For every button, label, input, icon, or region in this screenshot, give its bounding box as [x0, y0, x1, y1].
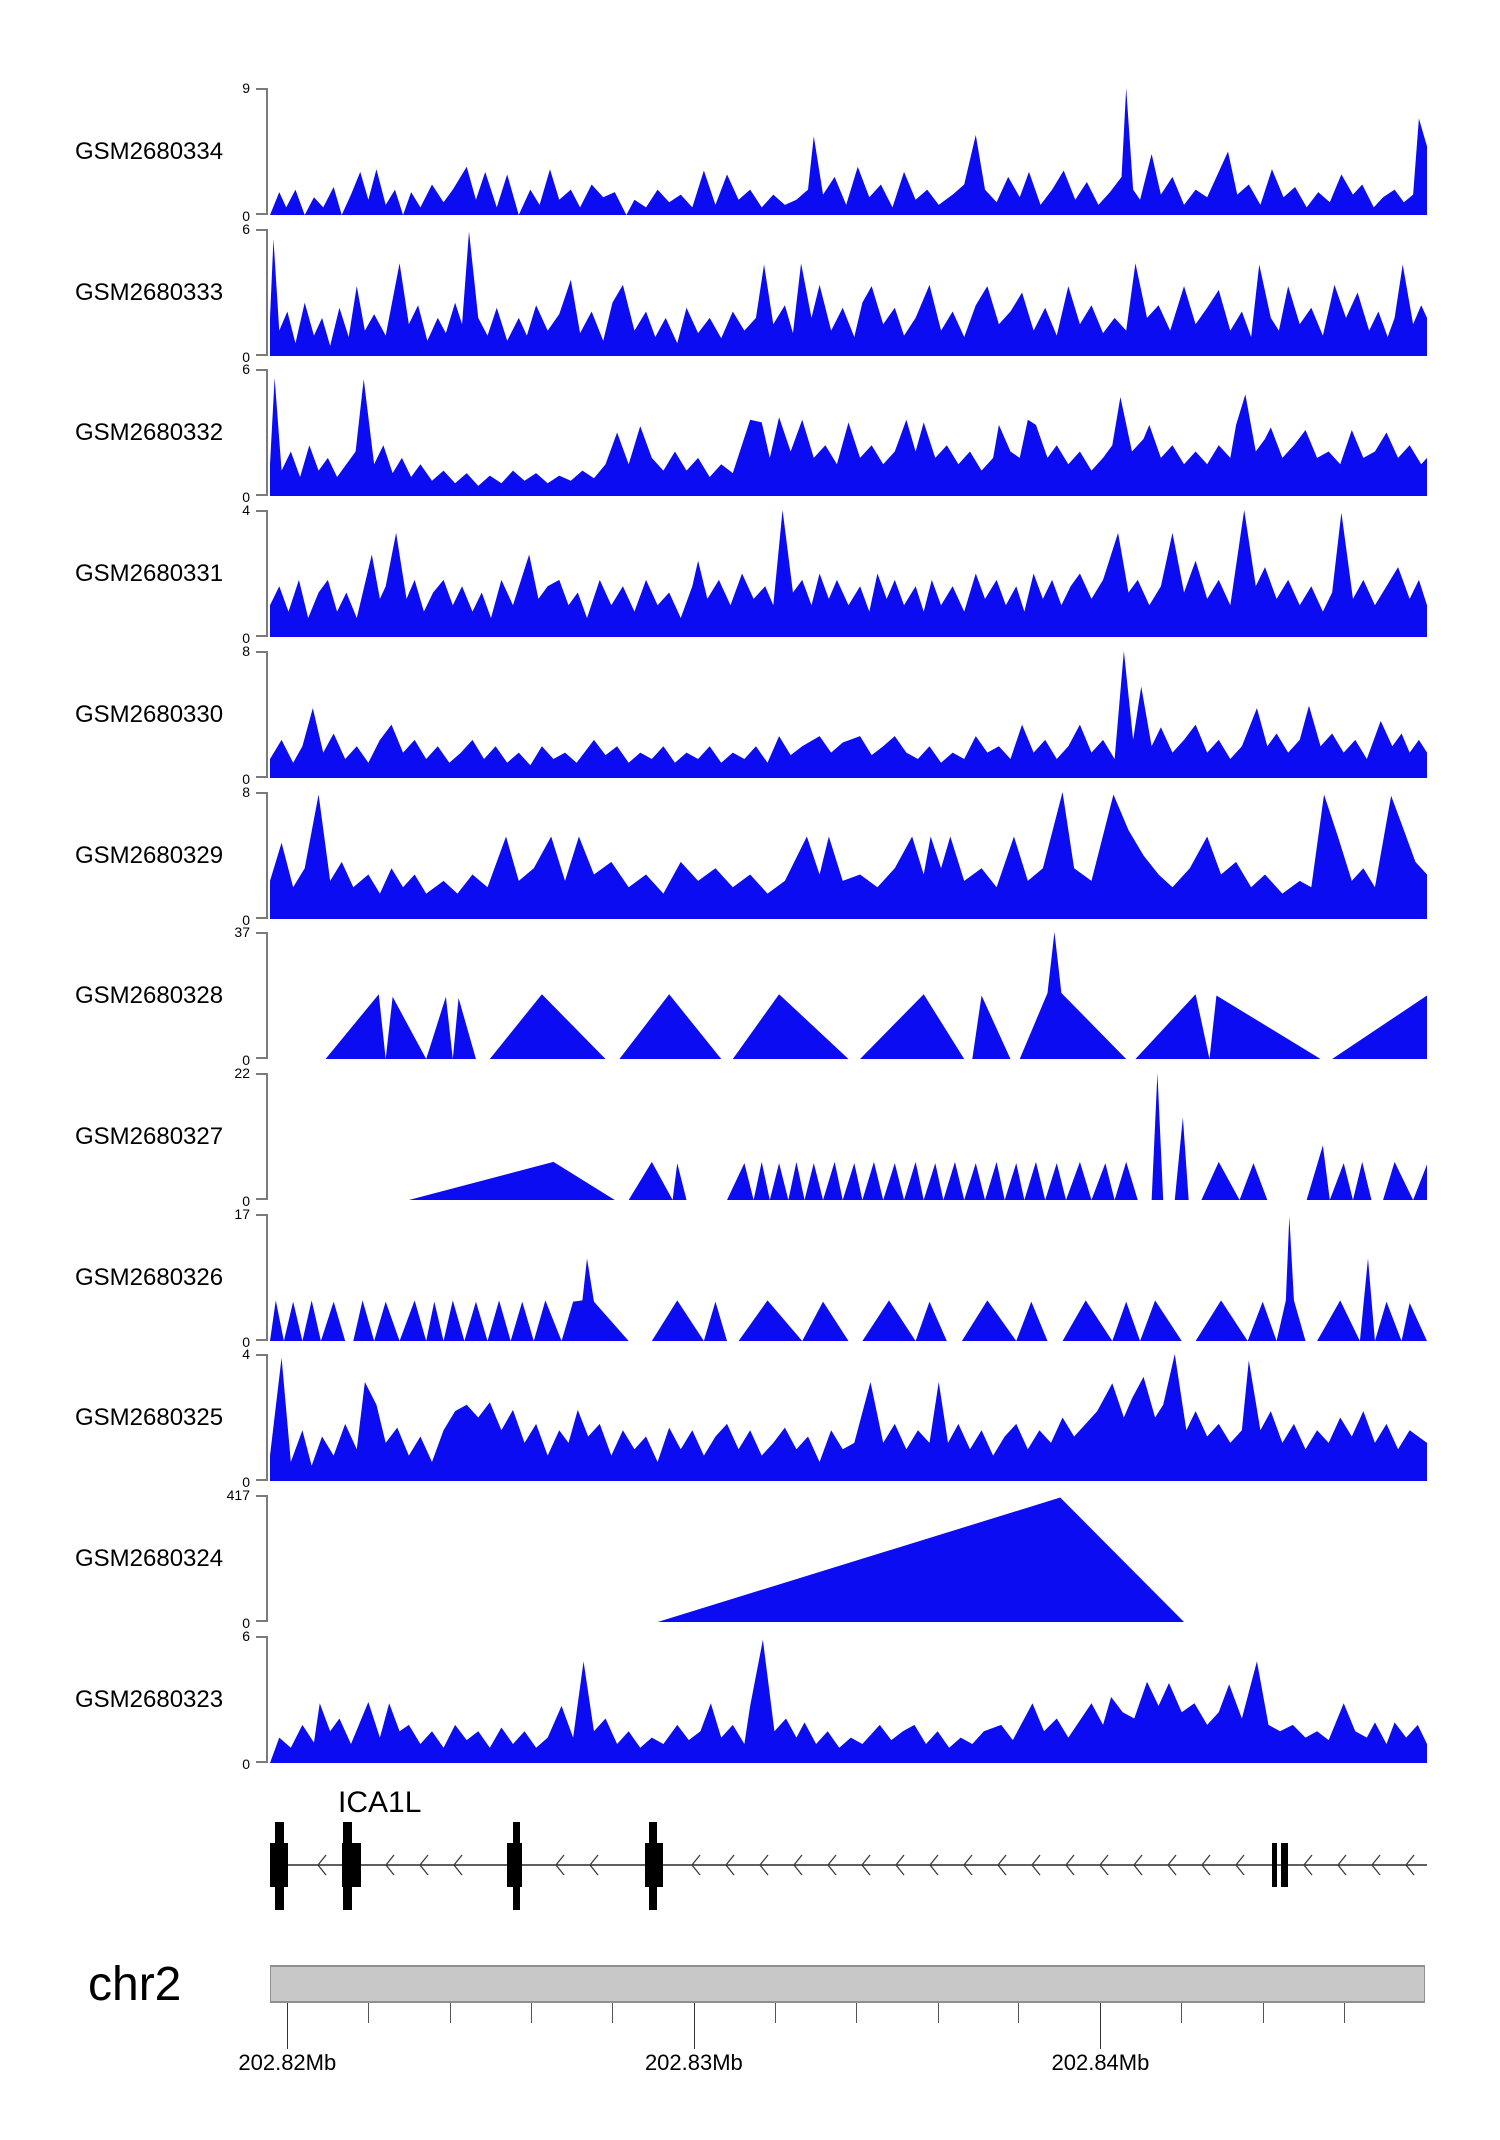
coverage-track-row	[0, 80, 1500, 224]
y-axis-max-label: 37	[234, 924, 250, 940]
coverage-polygon	[270, 378, 1427, 496]
y-axis-max-label: 22	[234, 1065, 250, 1081]
axis-minor-tick	[1181, 2003, 1182, 2023]
axis-position-label: 202.84Mb	[1051, 2050, 1150, 2075]
coverage-area-plot	[270, 1495, 1427, 1622]
y-axis-zero-label: 0	[242, 630, 250, 646]
y-axis-zero-label: 0	[242, 1052, 250, 1068]
coverage-polygon	[270, 792, 1427, 919]
gene-model-track	[270, 1820, 1427, 1920]
y-axis-zero-label: 0	[242, 208, 250, 224]
coverage-area-plot	[270, 369, 1427, 496]
y-axis-zero-label: 0	[242, 1193, 250, 1209]
axis-position-label: 202.82Mb	[238, 2050, 337, 2075]
y-axis-bracket	[256, 932, 268, 1059]
coverage-track-row	[0, 502, 1500, 646]
axis-position-label: 202.83Mb	[644, 2050, 743, 2075]
track-sample-label: GSM2680330	[75, 700, 224, 728]
coverage-track-row	[0, 784, 1500, 928]
axis-minor-tick	[612, 2003, 613, 2023]
y-axis-bracket	[256, 510, 268, 637]
coverage-polygon	[270, 232, 1427, 356]
coverage-track-row	[0, 1065, 1500, 1209]
coverage-area-plot	[270, 1073, 1427, 1200]
track-sample-label: GSM2680327	[75, 1122, 224, 1150]
coverage-area-plot	[270, 1214, 1427, 1341]
coverage-area-plot	[270, 1354, 1427, 1481]
exon-box	[1281, 1843, 1288, 1887]
y-axis-max-label: 4	[242, 1346, 250, 1362]
chromosome-label: chr2	[88, 1957, 182, 2011]
coverage-polygon	[270, 932, 1427, 1059]
exon-tall-box	[513, 1822, 520, 1910]
y-axis-bracket	[256, 651, 268, 778]
y-axis-bracket	[256, 1073, 268, 1200]
coverage-area-plot	[270, 510, 1427, 637]
axis-minor-tick	[775, 2003, 776, 2023]
coverage-area-plot	[270, 792, 1427, 919]
y-axis-max-label: 6	[242, 221, 250, 237]
axis-minor-tick	[938, 2003, 939, 2023]
exon-tall-box	[649, 1822, 657, 1910]
chromosome-ideogram-bar	[270, 1965, 1425, 2003]
coverage-track-row	[0, 1628, 1500, 1772]
coverage-polygon	[270, 651, 1427, 778]
axis-major-tick	[1100, 2003, 1101, 2049]
track-sample-label: GSM2680326	[75, 1263, 224, 1291]
y-axis-max-label: 8	[242, 643, 250, 659]
track-sample-label: GSM2680323	[75, 1685, 224, 1713]
y-axis-max-label: 6	[242, 1628, 250, 1644]
track-sample-label: GSM2680325	[75, 1403, 224, 1431]
axis-minor-tick	[368, 2003, 369, 2023]
axis-major-tick	[287, 2003, 288, 2049]
coverage-track-row	[0, 643, 1500, 787]
y-axis-zero-label: 0	[242, 489, 250, 505]
axis-minor-tick	[450, 2003, 451, 2023]
track-sample-label: GSM2680324	[75, 1544, 224, 1572]
coverage-area-plot	[270, 651, 1427, 778]
track-sample-label: GSM2680328	[75, 981, 224, 1009]
track-sample-label: GSM2680334	[75, 137, 224, 165]
coverage-polygon	[270, 1217, 1427, 1341]
coverage-area-plot	[270, 1636, 1427, 1763]
axis-minor-tick	[856, 2003, 857, 2023]
y-axis-bracket	[256, 1354, 268, 1481]
coverage-polygon	[270, 1498, 1427, 1622]
exon-tall-box	[343, 1822, 352, 1910]
y-axis-max-label: 8	[242, 784, 250, 800]
coverage-polygon	[270, 510, 1427, 637]
exon-box	[1272, 1843, 1277, 1887]
y-axis-zero-label: 0	[242, 1474, 250, 1490]
coverage-track-row	[0, 361, 1500, 505]
track-sample-label: GSM2680329	[75, 841, 224, 869]
track-sample-label: GSM2680332	[75, 418, 224, 446]
axis-major-tick	[694, 2003, 695, 2049]
coverage-track-row	[0, 1206, 1500, 1350]
y-axis-max-label: 17	[234, 1206, 250, 1222]
y-axis-max-label: 9	[242, 80, 250, 96]
coverage-polygon	[270, 1354, 1427, 1481]
coverage-track-row	[0, 1346, 1500, 1490]
y-axis-bracket	[256, 792, 268, 919]
coverage-track-row	[0, 924, 1500, 1068]
axis-minor-tick	[531, 2003, 532, 2023]
y-axis-zero-label: 0	[242, 1615, 250, 1631]
coverage-area-plot	[270, 88, 1427, 215]
coverage-area-plot	[270, 229, 1427, 356]
track-sample-label: GSM2680331	[75, 559, 224, 587]
y-axis-zero-label: 0	[242, 349, 250, 365]
exon-tall-box	[275, 1822, 284, 1910]
coverage-polygon	[270, 88, 1427, 215]
y-axis-bracket	[256, 369, 268, 496]
track-sample-label: GSM2680333	[75, 278, 224, 306]
y-axis-max-label: 6	[242, 361, 250, 377]
y-axis-bracket	[256, 1214, 268, 1341]
y-axis-zero-label: 0	[242, 1334, 250, 1350]
axis-minor-tick	[1263, 2003, 1264, 2023]
coverage-track-row	[0, 221, 1500, 365]
y-axis-bracket	[256, 1495, 268, 1622]
coverage-polygon	[270, 1640, 1427, 1763]
axis-minor-tick	[1018, 2003, 1019, 2023]
coverage-polygon	[270, 1073, 1427, 1200]
y-axis-zero-label: 0	[242, 912, 250, 928]
coverage-area-plot	[270, 932, 1427, 1059]
y-axis-zero-label: 0	[242, 771, 250, 787]
y-axis-bracket	[256, 1636, 268, 1763]
axis-minor-tick	[1344, 2003, 1345, 2023]
coverage-track-row	[0, 1487, 1500, 1631]
gene-name-label: ICA1L	[338, 1786, 422, 1819]
y-axis-bracket	[256, 229, 268, 356]
y-axis-max-label: 4	[242, 502, 250, 518]
y-axis-zero-label: 0	[242, 1756, 250, 1772]
y-axis-bracket	[256, 88, 268, 215]
y-axis-max-label: 417	[226, 1487, 250, 1503]
